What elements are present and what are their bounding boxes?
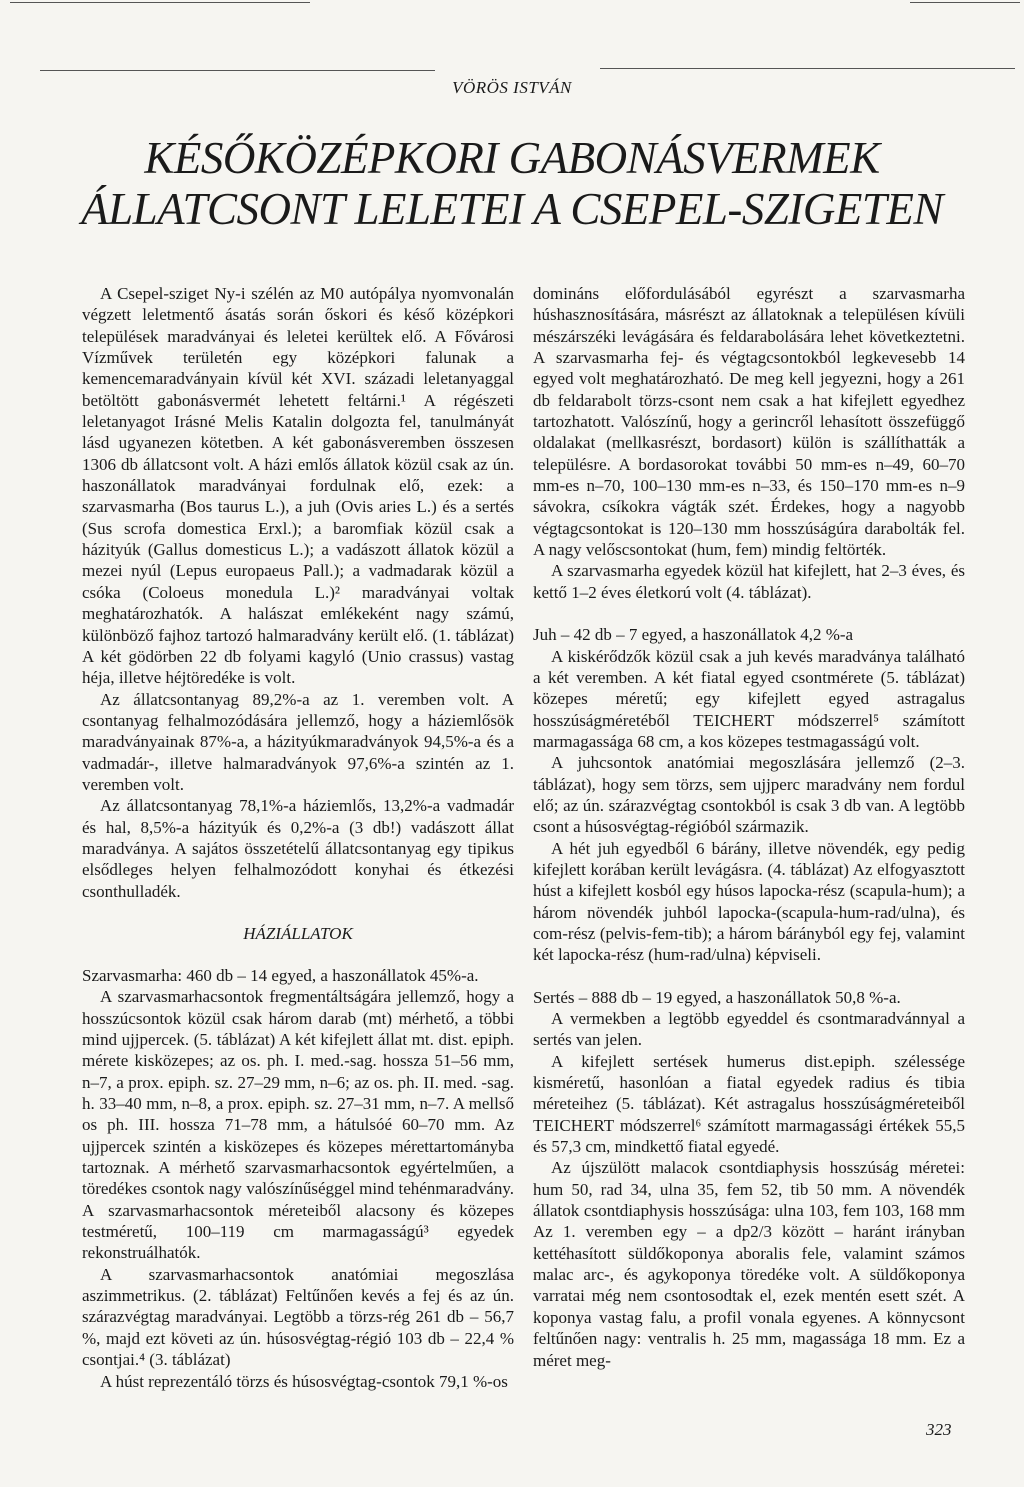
- left-column: [82, 283, 514, 1392]
- paragraph: A hét juh egyedből 6 bárány, illetve növendék, egy pedig kifejlett korában került levágásra. (4. táblázat) Az elfogyasztott húst a kifejlett kosból egy húsos lapocka-rész (scapula-hum); a három növendék juhból lapocka-(scapula-hum-rad/ulna), és com-rész (pelvis-fem-tib); a három bárányból egy fej, valamint két lapocka-rész (hum-rad/ulna) képviseli.: [533, 838, 965, 965]
- paragraph: Az állatcsontanyag 89,2%-a az 1. veremben volt. A csontanyag felhalmozódására jellemző, hogy a háziemlősök maradványainak 87%-a, a házityúkmaradványok 94,5%-a és a vadmadár-, illetve halmaradványok 97,6%-a szintén az 1. veremben volt.: [82, 689, 514, 794]
- title-line-2: ÁLLATCSONT LELETEI A CSEPEL-SZIGETEN: [81, 184, 943, 234]
- paragraph: A juhcsontok anatómiai megoszlására jellemző (2–3. táblázat), hogy sem törzs, sem ujjperc maradvány nem fordul elő; az ún. szárazvégtag csontokból is csak 3 db van. A legtöbb csont a húsosvégtag-régióból származik.: [533, 753, 965, 837]
- paragraph: A szarvasmarhacsontok fregmentáltságára jellemző, hogy a hosszúcsontok közül csak három darab (mt) mérhető, a többi mind ujjpercek. (5. táblázat) A két kifejlett állat mt. dist. epiph. mérete kisközepes; az os. ph. I. med.-sag. hossza 51–56 mm, n–7, a prox. epiph. sz. 27–29 mm, n–6; az os. ph. II. med. -sag. h. 33–40 mm, n–8, a prox. epiph. sz. 27–31 mm, n–7. A mellső os ph. III. hossza 71–78 mm, a hátulsóé 60–70 mm. Az ujjpercek szintén a kisközepes és közepes mérettartományba tartoznak. A mérhető szarvasmarhacsontok egyértelműen, a töredékes csontok nagy valószínűséggel mind tehénmaradvány. A szarvasmarhacsontok méreteiből alacsony és közepes testméretű, 100–119 cm marmagasságú³ egyedek rekonstruálhatók.: [82, 987, 514, 1263]
- author-name: VÖRÖS ISTVÁN: [452, 78, 572, 97]
- top-rule-right: [910, 2, 1020, 3]
- paragraph: A szarvasmarhacsontok anatómiai megoszlása aszimmetrikus. (2. táblázat) Feltűnően kevés a fej és az ún. szárazvégtag maradványai. Legtöbb a törzs-rég 261 db – 56,7 %, majd ezt követi az ún. húsosvégtag-régió 103 db – 22,4 % csontjai.⁴ (3. táblázat): [82, 1264, 514, 1370]
- section-heading: HÁZIÁLLATOK: [243, 923, 353, 943]
- paragraph: A vermekben a legtöbb egyeddel és csontmaradvánnyal a sertés van jelen.: [533, 1009, 965, 1050]
- top-rule-left: [10, 2, 310, 3]
- header-rule-left: [40, 70, 435, 71]
- paragraph: domináns előfordulásából egyrészt a szarvasmarha húshasznosítására, másrészt az állatoknak a településen kívüli mészárszéki levágására és feldarabolására lehet következtetni. A szarvasmarha fej- és végtagcsontokból legkevesebb 14 egyed volt meghatározható. De meg kell jegyezni, hogy a 261 db feldarabolt törzs-csont nem csak a hat kifejlett egyedhez tartozhatott. Valószínű, hogy a gerincről lehasított összefüggő oldalakat (mellkasrészt, bordasort) külön is szállíthatták a településre. A bordasorokat további 50 mm-es n–49, 60–70 mm-es n–70, 100–130 mm-es n–33, és 150–170 mm-es n–9 sávokra, csíkokra vágták szét. Érdekes, hogy a nagyobb végtagcsontokat is 120–130 mm hosszúságúra darabolták fel. A nagy velőscsontokat (hum, fem) mindig feltörték.: [533, 284, 965, 560]
- paragraph: Sertés – 888 db – 19 egyed, a haszonállatok 50,8 %-a.: [533, 987, 901, 1007]
- paragraph: A Csepel-sziget Ny-i szélén az M0 autópálya nyomvonalán végzett leletmentő ásatás során őskori és késő középkori települések maradványai és leletei kerültek elő. A Fővárosi Vízművek területén egy középkori falunak a kemencemaradványain kívül két XVI. századi leletanyaggal betöltött gabonásvermét lehetett feltárni.¹ A régészeti leletanyagot Irásné Melis Katalin dolgozta fel, tanulmányát lásd ugyanezen kötetben. A két gabonásveremben összesen 1306 db állatcsont volt. A házi emlős állatok közül csak az ún. haszonállatok maradványai fordulnak elő, ezek: a szarvasmarha (Bos taurus L.), a juh (Ovis aries L.) és a sertés (Sus scrofa domestica Erxl.); a baromfiak közül csak a házityúk (Gallus domesticus L.); a vadászott állatok közül a mezei nyúl (Lepus europaeus Pall.); a vadmadarak közül a csóka (Coloeus monedula L.)² maradványai voltak meghatározhatók. A halászat emlékeként nagy számú, különböző fajhoz tartozó halmaradvány került elő. (1. táblázat) A két gödörben 22 db folyami kagyló (Unio crassus) vastag héja, illetve héjtöredéke is volt.: [82, 284, 514, 688]
- title-line-1: KÉSŐKÖZÉPKORI GABONÁSVERMEK: [144, 133, 880, 183]
- paragraph: Az újszülött malacok csontdiaphysis hosszúság méretei: hum 50, rad 34, ulna 35, fem 52, tib 50 mm. A növendék állatok csontdiaphysis hosszúsága: ulna 103, fem 103, 168 mm Az 1. veremben egy – a dp2/3 között – haránt irányban kettéhasított süldőkoponya aboralis fele, valamint számos malac arc-, és agykoponya töredéke volt. A süldőkoponya varratai még nem csontosodtak el, ezek mentén esett szét. A koponya vastag falu, a profil vonala egyenes. A könnycsont feltűnően nagy: ventralis h. 25 mm, magassága 18 mm. Ez a méret meg-: [533, 1158, 965, 1370]
- paragraph: Juh – 42 db – 7 egyed, a haszonállatok 4,2 %-a: [533, 625, 854, 645]
- paragraph: Az állatcsontanyag 78,1%-a háziemlős, 13,2%-a vadmadár és hal, 8,5%-a házityúk és 0,2%-a (3 db!) vadászott állat maradványa. A sajátos összetételű állatcsontanyag egy tipikus elsődleges helyen felhalmozódott konyhai és étkezési csonthulladék.: [82, 796, 514, 901]
- right-column: [533, 283, 965, 1371]
- paragraph: A kifejlett sertések humerus dist.epiph. szélessége kisméretű, hasonlóan a fiatal egyedek radius és tibia méreteihez (5. táblázat). Két astragalus hosszúságméreteiből TEICHERT módszerrel⁶ számított marmagassági értékek 55,5 és 57,3 cm, mindkettő fiatal egyedé.: [533, 1051, 965, 1157]
- paragraph: A szarvasmarha egyedek közül hat kifejlett, hat 2–3 éves, és kettő 1–2 éves életkorú volt (4. táblázat).: [533, 561, 965, 602]
- page-number: 323: [926, 1420, 952, 1439]
- paragraph: Szarvasmarha: 460 db – 14 egyed, a haszonállatok 45%-a.: [82, 965, 479, 985]
- header-rule-right: [600, 68, 1015, 69]
- paragraph: A húst reprezentáló törzs és húsosvégtag-csontok 79,1 %-os: [100, 1371, 508, 1391]
- paragraph: A kiskérődzők közül csak a juh kevés maradványa található a két veremben. A két fiatal egyed csontmérete (5. táblázat) közepes méretű; egy kifejlett egyed astragalus hosszúságméretéből TEICHERT módszerrel⁵ számított marmagassága 68 cm, a kos közepes testmagasságú volt.: [533, 646, 965, 751]
